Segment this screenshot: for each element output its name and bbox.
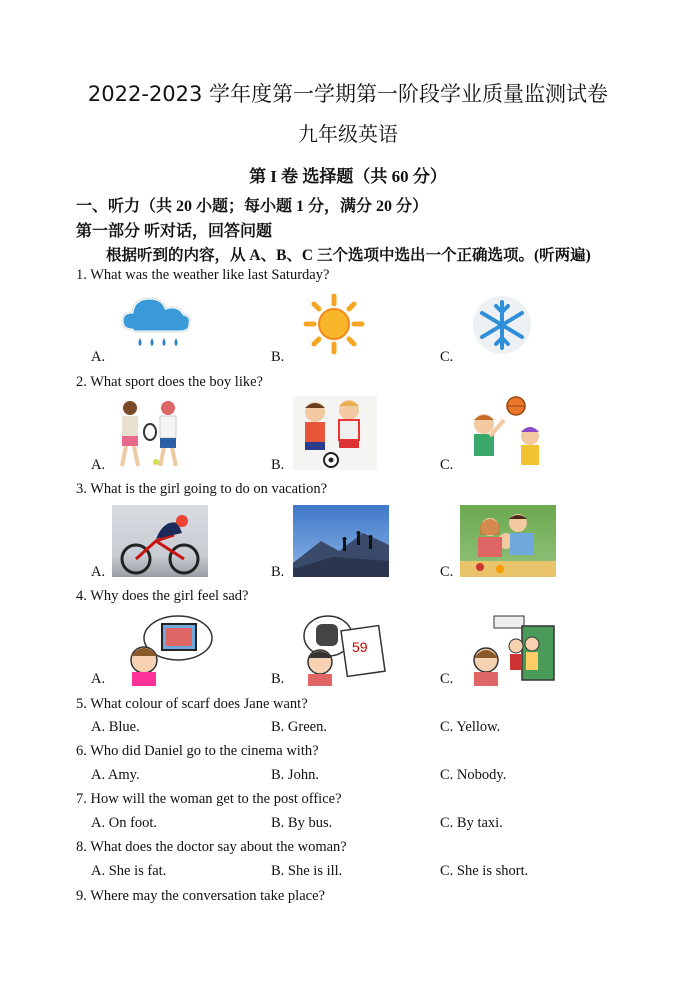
q6-option-c[interactable]: C. Nobody. [440, 767, 507, 783]
cycling-image [112, 505, 208, 577]
girl-with-test-paper-image [294, 612, 390, 686]
q2-option-c[interactable]: C. [440, 457, 454, 473]
question-3: 3. What is the girl going to do on vacation? [76, 481, 328, 497]
q4-option-a[interactable]: A. [91, 671, 106, 687]
q4-option-b[interactable]: B. [271, 671, 285, 687]
snowflake-icon [466, 294, 538, 356]
q1-option-a[interactable]: A. [91, 349, 106, 365]
question-8: 8. What does the doctor say about the woman? [76, 839, 347, 855]
question-9: 9. Where may the conversation take place? [76, 888, 325, 904]
q2-option-a[interactable]: A. [91, 457, 106, 473]
part-heading: 第一部分 听对话，回答问题 [76, 223, 273, 240]
exam-subtitle: 九年级英语 [298, 122, 398, 146]
q7-option-c[interactable]: C. By taxi. [440, 815, 503, 831]
girl-with-friends-image [462, 612, 558, 686]
q3-option-c[interactable]: C. [440, 564, 454, 580]
question-7: 7. How will the woman get to the post office? [76, 791, 342, 807]
q7-option-a[interactable]: A. On foot. [91, 815, 158, 831]
hiking-image [293, 505, 389, 577]
tennis-players-image [110, 396, 196, 470]
q2-option-b[interactable]: B. [271, 457, 285, 473]
question-6: 6. Who did Daniel go to the cinema with? [76, 743, 319, 759]
q3-option-a[interactable]: A. [91, 564, 106, 580]
q5-option-c[interactable]: C. Yellow. [440, 719, 501, 735]
soccer-boys-image [293, 396, 377, 470]
q5-option-a[interactable]: A. Blue. [91, 719, 140, 735]
question-4: 4. Why does the girl feel sad? [76, 588, 249, 604]
svg-text:59: 59 [352, 639, 368, 655]
q3-option-b[interactable]: B. [271, 564, 285, 580]
question-5: 5. What colour of scarf does Jane want? [76, 696, 308, 712]
q1-option-b[interactable]: B. [271, 349, 285, 365]
q8-option-a[interactable]: A. She is fat. [91, 863, 167, 879]
q8-option-b[interactable]: B. She is ill. [271, 863, 343, 879]
q5-option-b[interactable]: B. Green. [271, 719, 327, 735]
rain-cloud-icon [118, 290, 194, 356]
girl-watching-tv-image [118, 612, 214, 686]
basketball-kids-image [460, 394, 544, 470]
sun-icon [300, 292, 368, 356]
section-heading: 一、听力（共 20 小题；每小题 1 分，满分 20 分） [76, 198, 429, 215]
q7-option-b[interactable]: B. By bus. [271, 815, 333, 831]
paper-part-heading: 第 I 卷 选择题（共 60 分） [249, 167, 447, 186]
instruction: 根据听到的内容，从 A、B、C 三个选项中选出一个正确选项。(听两遍) [106, 247, 591, 264]
q6-option-b[interactable]: B. John. [271, 767, 319, 783]
q1-option-c[interactable]: C. [440, 349, 454, 365]
q4-option-c[interactable]: C. [440, 671, 454, 687]
exam-title: 2022-2023 学年度第一学期第一阶段学业质量监测试卷 [87, 82, 609, 106]
question-2: 2. What sport does the boy like? [76, 374, 263, 390]
family-picnic-image [460, 505, 556, 577]
q6-option-a[interactable]: A. Amy. [91, 767, 140, 783]
q8-option-c[interactable]: C. She is short. [440, 863, 529, 879]
question-1: 1. What was the weather like last Saturday? [76, 267, 330, 283]
